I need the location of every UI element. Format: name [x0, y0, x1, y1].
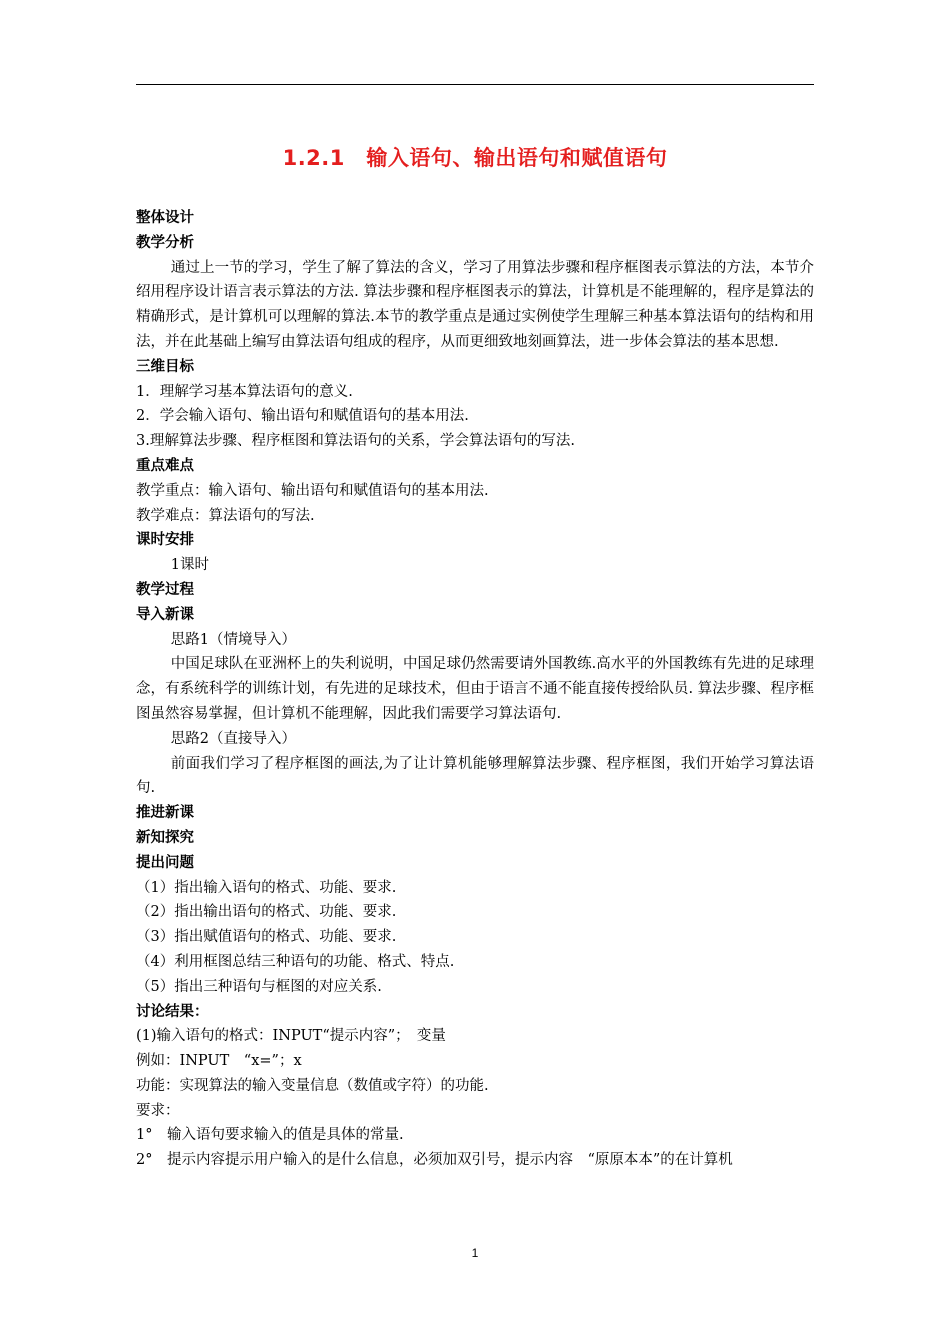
section-heading: 重点难点	[136, 457, 194, 474]
text-line: (1)输入语句的格式：INPUT“提示内容”； 变量	[136, 1028, 446, 1045]
paragraph: 前面我们学习了程序框图的画法,为了让计算机能够理解算法步骤、程序框图，我们开始学习算法语句.	[136, 755, 814, 797]
list-item: （3）指出赋值语句的格式、功能、要求.	[136, 929, 397, 946]
text-line: 思路2（直接导入）	[170, 730, 297, 747]
section-heading: 讨论结果：	[136, 1003, 209, 1020]
document-title: 1.2.1 输入语句、输出语句和赋值语句	[282, 146, 668, 170]
list-item: （1）指出输入语句的格式、功能、要求.	[136, 879, 397, 896]
text-line: 功能：实现算法的输入变量信息（数值或字符）的功能.	[136, 1077, 489, 1094]
section-heading: 整体设计	[136, 210, 194, 226]
page-number: 1	[471, 1246, 479, 1260]
list-item: （2）指出输出语句的格式、功能、要求.	[136, 904, 397, 921]
text-line: 2° 提示内容提示用户输入的是什么信息，必须加双引号，提示内容 “原原本本”的在计算机	[136, 1152, 733, 1169]
section-heading: 课时安排	[136, 532, 194, 549]
text-line: 1课时	[170, 557, 210, 574]
section-heading: 教学分析	[136, 234, 194, 251]
list-item: 1．理解学习基本算法语句的意义.	[136, 383, 353, 400]
header-rule	[136, 84, 814, 85]
section-heading: 提出问题	[136, 854, 194, 871]
paragraph: 通过上一节的学习，学生了解了算法的含义，学习了用算法步骤和程序框图表示算法的方法，本节介绍用程序设计语言表示算法的方法. 算法步骤和程序框图表示的算法，计算机是不能理解的，程序是算法的精确形式，是计算机可以理解的算法.本节的教学重点是通过实例使学生理解三种基本算法语句的结构和用法，并在此基础上编写由算法语句组成的程序，从而更细致地刻画算法，进一步体会算法的基本思想.	[136, 259, 814, 350]
section-heading: 三维目标	[136, 358, 194, 375]
text-line: 教学难点：算法语句的写法.	[136, 507, 315, 524]
list-item: 3.理解算法步骤、程序框图和算法语句的关系，学会算法语句的写法.	[136, 433, 575, 450]
section-heading: 教学过程	[136, 581, 194, 598]
document-body	[136, 206, 814, 1173]
section-heading: 推进新课	[136, 805, 194, 822]
section-heading: 新知探究	[136, 829, 194, 846]
list-item: （4）利用框图总结三种语句的功能、格式、特点.	[136, 953, 455, 970]
list-item: 2．学会输入语句、输出语句和赋值语句的基本用法.	[136, 408, 469, 425]
text-line: 1° 输入语句要求输入的值是具体的常量.	[136, 1127, 404, 1144]
text-line: 要求：	[136, 1102, 180, 1119]
text-line: 教学重点：输入语句、输出语句和赋值语句的基本用法.	[136, 482, 489, 499]
section-heading: 导入新课	[136, 606, 194, 623]
list-item: （5）指出三种语句与框图的对应关系.	[136, 978, 382, 995]
paragraph: 中国足球队在亚洲杯上的失利说明，中国足球仍然需要请外国教练.高水平的外国教练有先进的足球理念，有系统科学的训练计划，有先进的足球技术，但由于语言不通不能直接传授给队员. 算法步骤、程序框图虽然容易掌握，但计算机不能理解，因此我们需要学习算法语句.	[136, 656, 814, 722]
text-line: 思路1（情境导入）	[170, 631, 297, 648]
text-line: 例如：INPUT “x=”；x	[136, 1053, 302, 1070]
